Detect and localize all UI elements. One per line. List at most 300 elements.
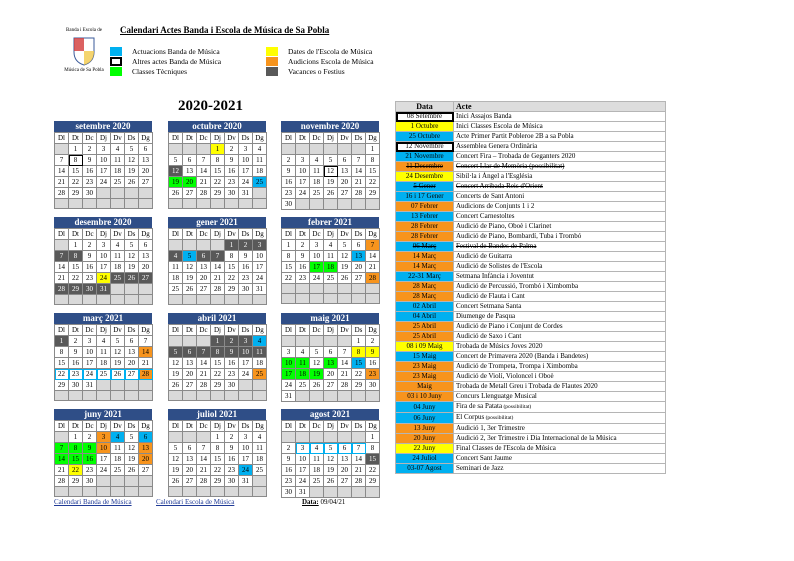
weekday-label: Dj xyxy=(211,229,225,240)
empty-cell xyxy=(69,295,83,305)
event-date: 25 Abril xyxy=(396,332,454,342)
day-cell: 26 xyxy=(125,273,139,284)
day-cell: 4 xyxy=(169,251,183,262)
day-cell: 21 xyxy=(197,177,211,188)
empty-cell xyxy=(183,240,197,251)
event-act-text: Concert Carnestoltes xyxy=(456,212,515,220)
day-cell: 31 xyxy=(253,284,267,295)
empty-cell xyxy=(69,199,83,209)
empty-cell xyxy=(282,432,296,443)
empty-cell xyxy=(366,391,380,402)
empty-cell xyxy=(324,294,338,304)
day-cell: 12 xyxy=(125,155,139,166)
day-cell: 30 xyxy=(83,188,97,199)
empty-cell xyxy=(253,188,267,199)
day-cell: 29 xyxy=(69,476,83,487)
day-cell: 15 xyxy=(352,358,366,369)
empty-cell xyxy=(310,391,324,402)
weekday-label: Dg xyxy=(253,133,267,144)
event-row xyxy=(396,342,666,352)
event-act xyxy=(454,152,666,162)
event-act-text: Audició de Trompeta, Trompa i Ximbomba xyxy=(456,362,578,370)
empty-cell xyxy=(225,295,239,305)
event-row xyxy=(396,322,666,332)
logo-text-top: Banda i Escola de xyxy=(66,28,102,33)
day-cell: 15 xyxy=(211,358,225,369)
day-cell: 12 xyxy=(169,358,183,369)
day-cell: 26 xyxy=(111,369,125,380)
day-cell: 13 xyxy=(139,251,153,262)
day-cell: 27 xyxy=(183,476,197,487)
day-cell: 16 xyxy=(83,262,97,273)
day-cell: 13 xyxy=(197,262,211,273)
day-cell: 20 xyxy=(352,262,366,273)
empty-cell xyxy=(296,199,310,210)
day-cell: 23 xyxy=(282,476,296,487)
weekday-label: Dv xyxy=(111,229,125,240)
day-cell: 28 xyxy=(352,476,366,487)
link-calendari-banda[interactable]: Calendari Banda de Música xyxy=(54,498,132,506)
weekday-label: Dc xyxy=(83,325,97,336)
day-cell: 21 xyxy=(55,465,69,476)
event-act-text: Final Classes de l'Escola de Música xyxy=(456,444,556,452)
month-calendar xyxy=(168,217,266,305)
day-cell: 19 xyxy=(125,166,139,177)
weekday-label: Dc xyxy=(197,421,211,432)
event-row xyxy=(396,122,666,132)
day-cell: 21 xyxy=(366,262,380,273)
month-title: març 2021 xyxy=(54,313,152,324)
day-cell: 8 xyxy=(366,443,380,454)
empty-cell xyxy=(197,295,211,305)
empty-cell xyxy=(310,144,324,155)
legend-swatch xyxy=(110,67,122,76)
empty-cell xyxy=(296,432,310,443)
event-row xyxy=(396,362,666,372)
event-date: 07 Febrer xyxy=(396,202,454,212)
day-cell: 2 xyxy=(296,240,310,251)
day-cell: 30 xyxy=(69,380,83,391)
day-cell: 2 xyxy=(282,443,296,454)
month-calendar xyxy=(281,217,379,304)
day-cell: 22 xyxy=(366,177,380,188)
day-cell: 11 xyxy=(310,454,324,465)
weekday-label: Ds xyxy=(239,325,253,336)
day-cell: 20 xyxy=(139,454,153,465)
month-calendar xyxy=(281,121,379,210)
weekday-label: Dt xyxy=(69,133,83,144)
day-cell: 5 xyxy=(324,155,338,166)
day-cell: 11 xyxy=(296,358,310,369)
empty-cell xyxy=(352,487,366,498)
day-cell: 8 xyxy=(69,443,83,454)
day-cell: 8 xyxy=(69,155,83,166)
weekday-label: Dl xyxy=(169,229,183,240)
day-cell: 20 xyxy=(183,369,197,380)
day-cell: 30 xyxy=(83,476,97,487)
day-cell: 12 xyxy=(324,166,338,177)
day-cell: 10 xyxy=(253,251,267,262)
day-cell: 6 xyxy=(139,240,153,251)
weekday-label: Dj xyxy=(211,133,225,144)
event-act xyxy=(454,352,666,362)
empty-cell xyxy=(324,199,338,210)
day-cell: 1 xyxy=(366,144,380,155)
day-cell: 9 xyxy=(282,166,296,177)
weekday-label: Dj xyxy=(211,421,225,432)
empty-cell xyxy=(183,199,197,209)
legend-swatch xyxy=(266,67,278,76)
day-cell: 4 xyxy=(97,336,111,347)
day-cell: 20 xyxy=(139,166,153,177)
day-cell: 13 xyxy=(183,166,197,177)
updated-date xyxy=(302,498,345,506)
day-cell: 2 xyxy=(239,240,253,251)
legend-label: Dates de l'Escola de Música xyxy=(288,47,373,56)
weekday-label: Dv xyxy=(338,421,352,432)
day-cell: 7 xyxy=(352,155,366,166)
day-cell: 16 xyxy=(83,166,97,177)
day-cell: 8 xyxy=(225,251,239,262)
legend-swatch xyxy=(110,57,122,66)
empty-cell xyxy=(253,391,267,401)
day-cell: 21 xyxy=(211,273,225,284)
event-act-text: Setmana Infància i Joventut xyxy=(456,272,534,280)
day-cell: 22 xyxy=(211,177,225,188)
day-cell: 3 xyxy=(310,240,324,251)
empty-cell xyxy=(55,144,69,155)
weekday-label: Dv xyxy=(225,133,239,144)
day-cell: 29 xyxy=(211,476,225,487)
day-cell: 16 xyxy=(225,454,239,465)
weekday-label: Dg xyxy=(366,229,380,240)
empty-cell xyxy=(282,144,296,155)
empty-cell xyxy=(169,144,183,155)
day-cell: 24 xyxy=(97,273,111,284)
day-cell: 24 xyxy=(253,273,267,284)
empty-cell xyxy=(366,284,380,294)
empty-cell xyxy=(338,199,352,210)
day-cell: 10 xyxy=(239,155,253,166)
event-row xyxy=(396,252,666,262)
day-cell: 1 xyxy=(282,240,296,251)
day-cell: 22 xyxy=(55,369,69,380)
event-row xyxy=(396,444,666,454)
day-cell: 18 xyxy=(253,358,267,369)
day-cell: 23 xyxy=(296,273,310,284)
day-cell: 24 xyxy=(97,177,111,188)
day-cell: 1 xyxy=(211,432,225,443)
day-cell: 5 xyxy=(125,240,139,251)
event-act xyxy=(454,434,666,444)
day-cell: 2 xyxy=(69,336,83,347)
event-act-text: Concert Llar de Memòria (possibilitat) xyxy=(456,162,565,170)
day-cell: 9 xyxy=(69,347,83,358)
empty-cell xyxy=(125,380,139,391)
day-cell: 16 xyxy=(69,358,83,369)
event-act xyxy=(454,372,666,382)
day-cell: 20 xyxy=(338,465,352,476)
day-cell: 22 xyxy=(352,369,366,380)
weekday-label: Dt xyxy=(296,325,310,336)
day-cell: 22 xyxy=(211,369,225,380)
day-cell: 12 xyxy=(338,251,352,262)
event-row xyxy=(396,332,666,342)
empty-cell xyxy=(197,199,211,209)
day-cell: 13 xyxy=(338,166,352,177)
day-cell: 24 xyxy=(310,273,324,284)
empty-cell xyxy=(139,199,153,209)
day-cell: 3 xyxy=(296,155,310,166)
day-cell: 16 xyxy=(282,465,296,476)
empty-cell xyxy=(83,295,97,305)
event-row xyxy=(396,212,666,222)
empty-cell xyxy=(183,295,197,305)
event-act-text: Concert Sant Jaume xyxy=(456,454,512,462)
day-cell: 3 xyxy=(253,240,267,251)
day-cell: 5 xyxy=(111,336,125,347)
weekday-label: Ds xyxy=(352,229,366,240)
empty-cell xyxy=(352,144,366,155)
event-date: 16 i 17 Gener xyxy=(396,192,454,202)
weekday-label: Dc xyxy=(83,229,97,240)
event-act-text: Audició de Solistes de l'Escola xyxy=(456,262,543,270)
event-act xyxy=(454,222,666,232)
empty-cell xyxy=(324,432,338,443)
event-date: 14 Març xyxy=(396,262,454,272)
day-cell: 15 xyxy=(69,166,83,177)
day-cell: 14 xyxy=(55,454,69,465)
event-act-text: Acte Primer Partit Pobleroe 2B a sa Pobla xyxy=(456,132,574,140)
day-cell: 29 xyxy=(55,380,69,391)
day-cell: 30 xyxy=(239,284,253,295)
weekday-label: Ds xyxy=(125,325,139,336)
day-cell: 4 xyxy=(111,432,125,443)
day-cell: 27 xyxy=(324,380,338,391)
day-cell: 3 xyxy=(282,347,296,358)
empty-cell xyxy=(239,391,253,401)
empty-cell xyxy=(296,336,310,347)
day-cell: 11 xyxy=(253,347,267,358)
event-date: 04 Juny xyxy=(396,402,454,413)
day-cell: 15 xyxy=(69,454,83,465)
month-title: febrer 2021 xyxy=(281,217,379,228)
weekday-label: Dc xyxy=(310,325,324,336)
day-cell: 15 xyxy=(69,262,83,273)
weekday-label: Dc xyxy=(310,421,324,432)
day-cell: 30 xyxy=(83,284,97,295)
empty-cell xyxy=(169,295,183,305)
day-cell: 17 xyxy=(310,262,324,273)
empty-cell xyxy=(111,380,125,391)
empty-cell xyxy=(338,391,352,402)
event-row xyxy=(396,222,666,232)
weekday-label: Dc xyxy=(310,229,324,240)
empty-cell xyxy=(169,199,183,209)
event-act xyxy=(454,413,666,424)
month-title: gener 2021 xyxy=(168,217,266,228)
event-act-text: Audició de Guitarra xyxy=(456,252,512,260)
weekday-label: Dc xyxy=(310,133,324,144)
weekday-label: Dt xyxy=(296,133,310,144)
event-row xyxy=(396,112,666,122)
day-cell: 26 xyxy=(310,380,324,391)
day-cell: 2 xyxy=(83,432,97,443)
event-row xyxy=(396,454,666,464)
empty-cell xyxy=(183,391,197,401)
event-act xyxy=(454,464,666,474)
event-row xyxy=(396,302,666,312)
day-cell: 26 xyxy=(125,177,139,188)
empty-cell xyxy=(211,240,225,251)
day-cell: 9 xyxy=(83,251,97,262)
day-cell: 18 xyxy=(324,262,338,273)
month-title: octubre 2020 xyxy=(168,121,266,132)
event-row xyxy=(396,282,666,292)
empty-cell xyxy=(197,240,211,251)
weekday-label: Ds xyxy=(125,421,139,432)
event-row xyxy=(396,272,666,282)
event-date: 03-07 Agost xyxy=(396,464,454,474)
day-cell: 3 xyxy=(97,432,111,443)
empty-cell xyxy=(139,295,153,305)
day-cell: 28 xyxy=(352,188,366,199)
event-act xyxy=(454,292,666,302)
link-calendari-escola[interactable]: Calendari Escola de Música xyxy=(156,498,235,506)
day-cell: 25 xyxy=(324,273,338,284)
day-cell: 19 xyxy=(111,358,125,369)
day-cell: 9 xyxy=(225,443,239,454)
day-cell: 8 xyxy=(282,251,296,262)
empty-cell xyxy=(324,487,338,498)
day-cell: 30 xyxy=(282,487,296,498)
day-cell: 13 xyxy=(183,454,197,465)
day-cell: 26 xyxy=(169,188,183,199)
weekday-label: Dl xyxy=(55,421,69,432)
day-cell: 19 xyxy=(169,465,183,476)
weekday-label: Dt xyxy=(69,421,83,432)
empty-cell xyxy=(197,487,211,497)
empty-cell xyxy=(125,284,139,295)
event-date: 15 Maig xyxy=(396,352,454,362)
event-row xyxy=(396,382,666,392)
event-row xyxy=(396,292,666,302)
empty-cell xyxy=(69,391,83,401)
day-cell: 10 xyxy=(310,251,324,262)
day-cell: 22 xyxy=(282,273,296,284)
empty-cell xyxy=(125,188,139,199)
day-cell: 15 xyxy=(225,262,239,273)
event-act-text: Trobada de Metall Greu i Trobada de Flautes 2020 xyxy=(456,382,598,390)
day-cell: 5 xyxy=(125,432,139,443)
day-cell: 4 xyxy=(310,155,324,166)
day-cell: 1 xyxy=(69,144,83,155)
empty-cell xyxy=(125,476,139,487)
empty-cell xyxy=(310,336,324,347)
day-cell: 20 xyxy=(183,177,197,188)
day-cell: 13 xyxy=(139,443,153,454)
day-cell: 7 xyxy=(197,155,211,166)
weekday-label: Dc xyxy=(83,421,97,432)
event-act-text: Concert Fira – Trobada de Geganters 2020 xyxy=(456,152,576,160)
day-cell: 22 xyxy=(69,465,83,476)
day-cell: 12 xyxy=(183,262,197,273)
day-cell: 27 xyxy=(338,188,352,199)
day-cell: 1 xyxy=(352,336,366,347)
day-cell: 7 xyxy=(55,251,69,262)
event-act-text: Audició de Piano, Bombardí, Tuba i Trombó xyxy=(456,232,582,240)
day-cell: 7 xyxy=(352,443,366,454)
event-row xyxy=(396,172,666,182)
weekday-label: Dt xyxy=(183,229,197,240)
day-cell: 8 xyxy=(211,443,225,454)
empty-cell xyxy=(324,144,338,155)
weekday-label: Dj xyxy=(97,133,111,144)
day-cell: 12 xyxy=(169,454,183,465)
day-cell: 17 xyxy=(239,166,253,177)
day-cell: 5 xyxy=(310,347,324,358)
event-act-text: Audició de Piano, Oboè i Clarinet xyxy=(456,222,552,230)
day-cell: 30 xyxy=(282,199,296,210)
event-date: 14 Març xyxy=(396,252,454,262)
weekday-label: Dl xyxy=(55,229,69,240)
day-cell: 2 xyxy=(225,336,239,347)
empty-cell xyxy=(282,294,296,304)
day-cell: 10 xyxy=(296,454,310,465)
event-act xyxy=(454,302,666,312)
page-title: Calendari Actes Banda i Escola de Música de Sa Pobla xyxy=(120,25,330,35)
day-cell: 20 xyxy=(183,465,197,476)
day-cell: 18 xyxy=(253,166,267,177)
empty-cell xyxy=(69,487,83,497)
event-act xyxy=(454,252,666,262)
event-date: 13 Juny xyxy=(396,424,454,434)
empty-cell xyxy=(111,476,125,487)
empty-cell xyxy=(239,380,253,391)
day-cell: 11 xyxy=(111,251,125,262)
day-cell: 25 xyxy=(97,369,111,380)
empty-cell xyxy=(55,391,69,401)
day-cell: 21 xyxy=(139,358,153,369)
empty-cell xyxy=(169,336,183,347)
day-cell: 3 xyxy=(97,240,111,251)
empty-cell xyxy=(366,199,380,210)
day-cell: 27 xyxy=(183,380,197,391)
weekday-label: Dl xyxy=(169,325,183,336)
event-act xyxy=(454,454,666,464)
event-date: 23 Maig xyxy=(396,362,454,372)
empty-cell xyxy=(169,432,183,443)
event-act xyxy=(454,402,666,413)
legend-label: Vacances o Festius xyxy=(288,67,345,76)
empty-cell xyxy=(97,295,111,305)
day-cell: 16 xyxy=(225,358,239,369)
weekday-label: Dv xyxy=(338,133,352,144)
day-cell: 11 xyxy=(169,262,183,273)
day-cell: 1 xyxy=(69,432,83,443)
event-date: 03 i 10 Juny xyxy=(396,392,454,402)
month-calendar xyxy=(168,313,266,401)
day-cell: 28 xyxy=(338,380,352,391)
weekday-label: Dg xyxy=(139,133,153,144)
day-cell: 5 xyxy=(169,155,183,166)
day-cell: 4 xyxy=(253,144,267,155)
date-value: 09/04/21 xyxy=(320,498,346,506)
day-cell: 11 xyxy=(253,443,267,454)
day-cell: 27 xyxy=(197,284,211,295)
day-cell: 12 xyxy=(324,454,338,465)
day-cell: 24 xyxy=(296,476,310,487)
